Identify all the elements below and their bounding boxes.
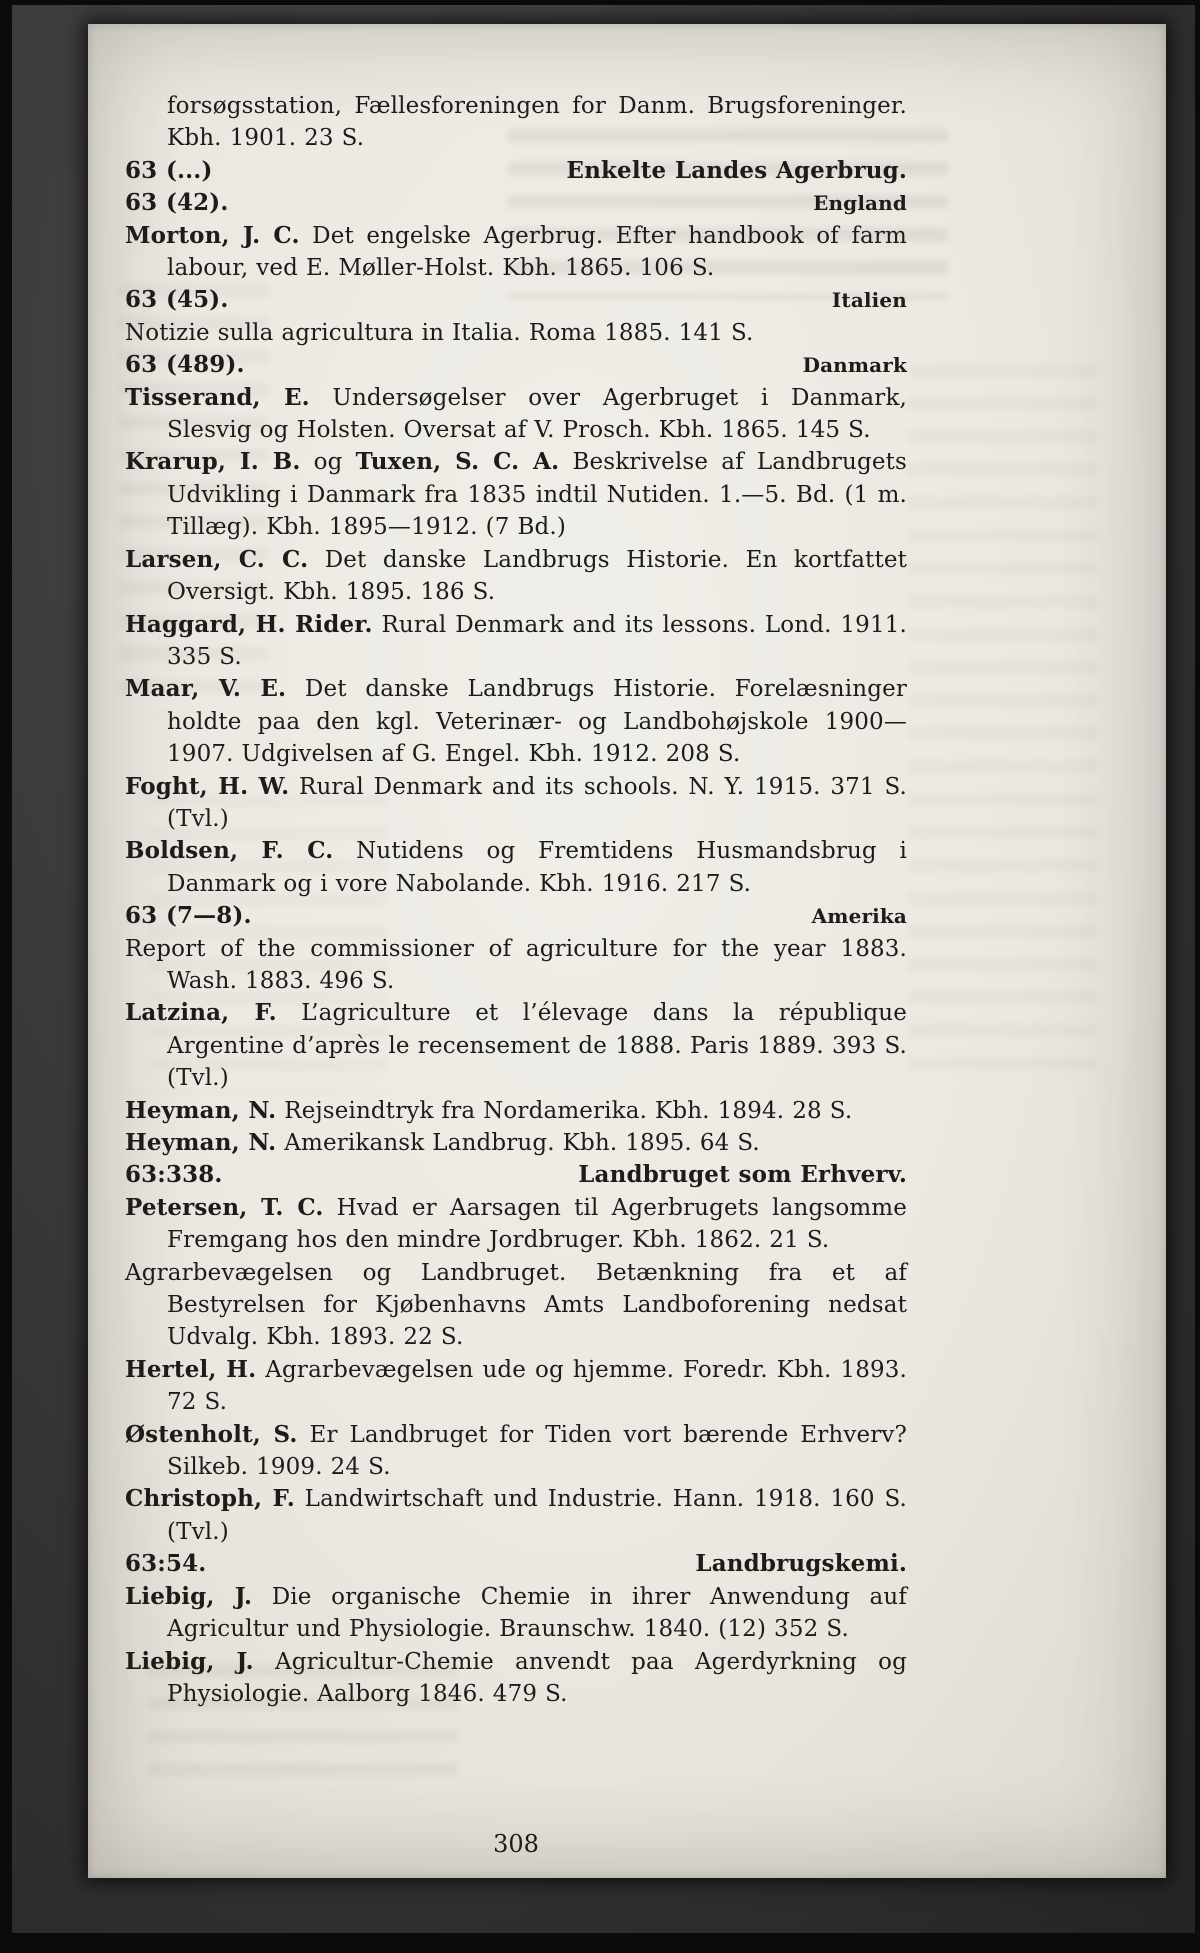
entry-text: Nutidens og Fremtidens Husmandsbrug i Danmark og i vore Nabolande. Kbh. 1916. 217 S. — [167, 838, 907, 897]
entry-text: forsøgsstation, Fællesforeningen for Danm. Brugsforeninger. Kbh. 1901. 23 S. — [167, 93, 907, 152]
bibliography-entry — [125, 382, 907, 447]
section-heading — [125, 187, 907, 219]
entry-author: Tuxen, S. C. A. — [355, 448, 560, 476]
bibliography-entry — [125, 673, 907, 770]
entry-text: og — [313, 449, 343, 476]
entry-author: Foght, H. W. — [125, 772, 290, 800]
bibliography-entry — [125, 317, 907, 349]
bibliography-entry — [125, 1127, 907, 1159]
entry-text: Agrarbevægelsen og Landbruget. Betænkning fra et af Bestyrelsen for Kjøbenhavns Amts Landboforening nedsat Udvalg. Kbh. 1893. 22 S. — [125, 1259, 907, 1351]
category-label: Enkelte Landes Agerbrug. — [566, 156, 907, 184]
category-label: Landbrugskemi. — [695, 1550, 907, 1578]
entry-text: Det danske Landbrugs Historie. En kortfattet Oversigt. Kbh. 1895. 186 S. — [167, 546, 907, 606]
entry-text: Landwirtschaft und Industrie. Hann. 1918. 160 S. (Tvl.) — [167, 1486, 907, 1545]
section-heading — [125, 349, 907, 381]
entry-author: Petersen, T. C. — [125, 1193, 324, 1221]
entry-text: Undersøgelser over Agerbruget i Danmark, Slesvig og Holsten. Oversat af V. Prosch. Kbh. 1865. 145 S. — [167, 384, 907, 444]
page-number: 308 — [493, 1830, 539, 1858]
bibliography-entry — [125, 1354, 907, 1419]
entry-author: Christoph, F. — [125, 1485, 295, 1513]
section-heading — [125, 1159, 907, 1191]
category-label: England — [813, 191, 907, 216]
bibliography-entry — [125, 933, 907, 998]
bibliography-entry — [125, 609, 907, 674]
entry-author: Hertel, H. — [125, 1355, 257, 1383]
bibliography-entry — [125, 220, 907, 285]
category-label: Italien — [831, 288, 907, 313]
entry-text: Die organische Chemie in ihrer Anwendung auf Agricultur und Physiologie. Braunschw. 1840. (12) 352 S. — [167, 1583, 908, 1643]
entry-author: Liebig, J. — [125, 1647, 254, 1675]
section-heading — [125, 155, 907, 187]
bibliography-entry — [125, 544, 907, 609]
entry-author: Østenholt, S. — [125, 1420, 298, 1448]
entry-text: Amerikansk Landbrug. Kbh. 1895. 64 S. — [284, 1130, 760, 1156]
classification-code: 63:338. — [125, 1161, 223, 1189]
entry-text: L’agriculture et l’élevage dans la république Argentine d’après le recensement de 1888. Paris 1889. 393 S. (Tvl.) — [167, 1000, 908, 1092]
section-heading — [125, 284, 907, 316]
classification-code: 63:54. — [125, 1550, 207, 1578]
entry-text: Agrarbevægelsen ude og hjemme. Foredr. Kbh. 1893. 72 S. — [167, 1356, 908, 1416]
classification-code: 63 (42). — [125, 189, 229, 217]
entry-author: Krarup, I. B. — [125, 448, 301, 476]
entry-author: Liebig, J. — [125, 1582, 253, 1610]
entry-author: Maar, V. E. — [125, 675, 287, 703]
bibliography-entry — [125, 1646, 907, 1711]
category-label: Danmark — [802, 353, 907, 378]
entry-author: Heyman, N. — [125, 1129, 277, 1156]
entry-text: Report of the commissioner of agriculture for the year 1883. Wash. 1883. 496 S. — [125, 935, 907, 994]
bibliography-entry — [125, 771, 907, 836]
classification-code: 63 (489). — [125, 351, 245, 379]
classification-code: 63 (...) — [125, 156, 213, 184]
entry-author: Haggard, H. Rider. — [125, 610, 373, 638]
bleed-through-artifact — [908, 364, 1098, 1084]
bibliography-entry — [125, 1581, 907, 1646]
entry-text: Rural Denmark and its lessons. Lond. 1911. 335 S. — [167, 611, 907, 670]
category-label: Amerika — [811, 904, 907, 929]
entry-author: Latzina, F. — [125, 999, 277, 1027]
section-heading — [125, 900, 907, 932]
bibliography-entry — [125, 1257, 907, 1354]
bibliography-entry — [125, 1192, 907, 1257]
entry-text: Agricultur-Chemie anvendt paa Agerdyrkning og Physiologie. Aalborg 1846. 479 S. — [167, 1648, 907, 1707]
entry-author: Morton, J. C. — [125, 221, 300, 249]
entry-text: Er Landbruget for Tiden vort bærende Erhverv? Silkeb. 1909. 24 S. — [167, 1421, 908, 1481]
entry-author: Tisserand, E. — [125, 383, 310, 411]
entry-author: Larsen, C. C. — [125, 545, 309, 573]
entry-text: Det engelske Agerbrug. Efter handbook of farm labour, ved E. Møller-Holst. Kbh. 1865. 106 S. — [167, 222, 908, 282]
entry-text: Hvad er Aarsagen til Agerbrugets langsomme Fremgang hos den mindre Jordbruger. Kbh. 1862. 21 S. — [167, 1194, 908, 1254]
entry-text: Rejseindtryk fra Nordamerika. Kbh. 1894. 28 S. — [284, 1097, 853, 1124]
classification-code: 63 (7—8). — [125, 902, 252, 930]
bibliography-entry — [125, 446, 907, 543]
bibliography-entry — [125, 1483, 907, 1548]
entry-text: Notizie sulla agricultura in Italia. Roma 1885. 141 S. — [125, 319, 754, 346]
bibliography-content — [125, 90, 907, 1710]
bibliography-entry — [125, 997, 907, 1094]
entry-author: Boldsen, F. C. — [125, 837, 334, 865]
category-label: Landbruget som Erhverv. — [578, 1161, 907, 1189]
bibliography-entry — [125, 835, 907, 900]
entry-author: Heyman, N. — [125, 1096, 277, 1124]
entry-text: Rural Denmark and its schools. N. Y. 1915. 371 S. (Tvl.) — [167, 773, 907, 832]
entry-text: Det danske Landbrugs Historie. Forelæsninger holdte paa den kgl. Veterinær- og Landbohøjskole 1900—1907. Udgivelsen af G. Engel. Kbh. 1912. 208 S. — [167, 676, 907, 768]
book-page — [88, 24, 1166, 1878]
bibliography-entry — [125, 1419, 907, 1484]
entry-continuation — [125, 90, 907, 155]
bibliography-entry — [125, 1095, 907, 1127]
section-heading — [125, 1548, 907, 1580]
entry-text: Beskrivelse af Landbrugets Udvikling i Danmark fra 1835 indtil Nutiden. 1.—5. Bd. (1 m. Tillæg). Kbh. 1895—1912. (7 Bd.) — [167, 449, 907, 541]
classification-code: 63 (45). — [125, 286, 229, 314]
